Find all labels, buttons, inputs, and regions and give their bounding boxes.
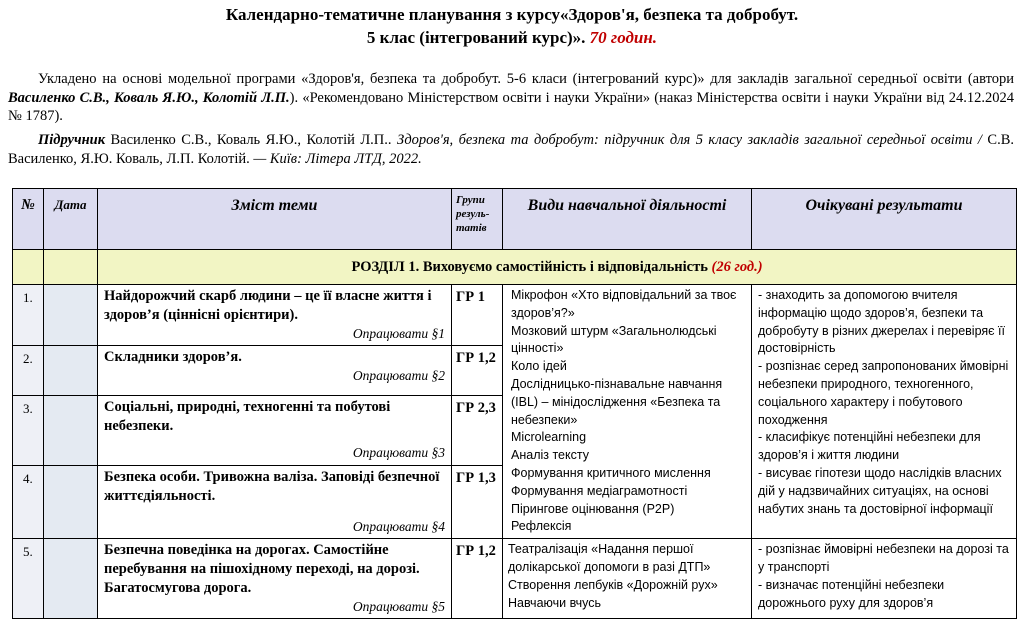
title-hours: 70 годин. <box>589 28 658 47</box>
textbook-authors-repeat: С.В. Василенко, Я.Ю. Коваль, Л.П. Колотій. <box>8 132 1014 167</box>
activity-item: Дослідницько-пізнавальне навчання (IBL) – мінідослідження «Безпека та небезпеки» <box>511 376 723 427</box>
topic-title: Складники здоров’я. <box>104 349 242 366</box>
topic-reference: Опрацювати §5 <box>352 599 445 615</box>
topic-title: Безпечна поведінка на дорогах. Самостійне перебування на пішохідному переході, на дорозі. Багатосмугова дорога. <box>104 542 420 597</box>
section-title <box>98 250 1017 285</box>
section-title-text: РОЗДІЛ 1. Виховуємо самостійність і відповідальність <box>351 259 712 275</box>
topic-reference: Опрацювати §2 <box>352 368 445 384</box>
row-date <box>44 539 98 619</box>
activity-item: Формування медіаграмотності <box>511 483 688 498</box>
intro-program-text: Укладено на основі модельної програми «Здоров'я, безпека та добробут. 5-6 класи (інтегрований курс)» для закладів загальної середньої освіти (автори <box>38 71 1014 87</box>
row-topic <box>98 539 452 619</box>
result-item: - визначає потенційні небезпеки дорожнього руху для здоров’я <box>758 577 945 610</box>
row-number: 5. <box>13 539 44 619</box>
row-group: ГР 1 <box>452 285 503 346</box>
textbook-authors: Василенко С.В., Коваль Я.Ю., Колотій Л.П.. <box>105 132 397 148</box>
activity-item: Формування критичного мислення <box>511 465 711 480</box>
table-row <box>13 285 1017 346</box>
row-topic <box>98 465 452 539</box>
row-date <box>44 346 98 396</box>
topic-reference: Опрацювати §3 <box>352 445 445 461</box>
result-item: - розпізнає ймовірні небезпеки на дорозі та у транспорті <box>758 542 1009 574</box>
section-num-cell <box>13 250 44 285</box>
result-item: - знаходить за допомогою вчителя інформацію щодо здоров’я, безпеки та добробуту в різних джерелах і перевіряє її достовірність <box>758 288 1005 356</box>
results-cell <box>752 285 1017 539</box>
activity-item: Мозковий штурм «Загальнолюдські цінності» <box>511 323 717 356</box>
table-header-row <box>13 189 1017 250</box>
planning-table <box>12 188 1017 619</box>
section-date-cell <box>44 250 98 285</box>
row-date <box>44 465 98 539</box>
row-topic <box>98 346 452 396</box>
activity-item: Microlearning <box>511 430 587 445</box>
topic-title: Безпека особи. Тривожна валіза. Заповіді безпечної життєдіяльності. <box>104 468 440 504</box>
header-date: Дата <box>44 189 98 250</box>
row-date <box>44 285 98 346</box>
row-number: 3. <box>13 396 44 465</box>
header-results: Очікувані результати <box>752 189 1017 250</box>
activity-item: Створення лепбуків «Дорожній рух» <box>508 577 718 592</box>
result-item: - класифікує потенційні небезпеки для здоров’я і життя людини <box>758 430 981 463</box>
table-row <box>13 539 1017 619</box>
result-item: - висуває гіпотези щодо наслідків власних дій у надзвичайних ситуаціях, на основі набутих знань та достовірної інформації <box>758 465 1002 516</box>
header-groups: Групи резуль-татів <box>452 189 503 250</box>
row-number: 1. <box>13 285 44 346</box>
document-title-line-2 <box>0 27 1024 49</box>
row-group: ГР 1,2 <box>452 346 503 396</box>
activity-item: Театралізація «Надання першої долікарської допомоги в разі ДТП» <box>508 542 711 574</box>
intro-paragraph-textbook <box>8 131 1014 168</box>
row-group: ГР 1,3 <box>452 465 503 539</box>
activities-cell <box>503 539 752 619</box>
row-date <box>44 396 98 465</box>
header-activities: Види навчальної діяльності <box>503 189 752 250</box>
activity-item: Навчаючи вчусь <box>508 595 602 610</box>
document-title-line-1: Календарно-тематичне планування з курсу«Здоров'я, безпека та добробут. <box>225 5 799 24</box>
topic-title: Соціальні, природні, техногенні та побутові небезпеки. <box>104 399 391 435</box>
results-cell <box>752 539 1017 619</box>
section-hours: (26 год.) <box>711 259 763 275</box>
row-number: 2. <box>13 346 44 396</box>
title-course-type: 5 клас (інтегрований курс)». <box>366 28 586 47</box>
activities-cell <box>503 285 752 539</box>
intro-program-approval: ). «Рекомендовано Міністерством освіти і науки України» (наказ Міністерства освіти і науки України від 24.12.2024 № 1787). <box>8 89 1014 124</box>
row-topic <box>98 285 452 346</box>
topic-reference: Опрацювати §4 <box>352 518 445 534</box>
activity-item: Рефлексія <box>511 519 572 534</box>
textbook-publisher: — Київ: Літера ЛТД, 2022. <box>253 150 422 167</box>
header-number: № <box>13 189 44 250</box>
row-group: ГР 1,2 <box>452 539 503 619</box>
result-item: - розпізнає серед запропонованих ймовірні небезпеки природного, техногенного, соціального характеру і побутового походження <box>758 359 1009 427</box>
textbook-label: Підручник <box>38 132 106 148</box>
row-group: ГР 2,3 <box>452 396 503 465</box>
row-number: 4. <box>13 465 44 539</box>
row-topic <box>98 396 452 465</box>
section-row <box>13 250 1017 285</box>
activity-item: Пірингове оцінювання (P2P) <box>511 501 675 516</box>
topic-title: Найдорожчий скарб людини – це її власне життя і здоров’я (ціннісні орієнтири). <box>104 288 432 323</box>
textbook-title: Здоров'я, безпека та добробут: підручник для 5 класу закладів загальної середньої освіти / <box>396 132 982 148</box>
activity-item: Аналіз тексту <box>511 448 589 463</box>
activity-item: Коло ідей <box>511 359 567 374</box>
intro-program-authors: Василенко С.В., Коваль Я.Ю., Колотій Л.П. <box>8 89 290 106</box>
intro-paragraph-program <box>8 70 1014 126</box>
topic-reference: Опрацювати §1 <box>352 326 445 341</box>
activity-item: Мікрофон «Хто відповідальний за твоє здоров’я?» <box>511 288 737 320</box>
header-topic: Зміст теми <box>98 189 452 250</box>
